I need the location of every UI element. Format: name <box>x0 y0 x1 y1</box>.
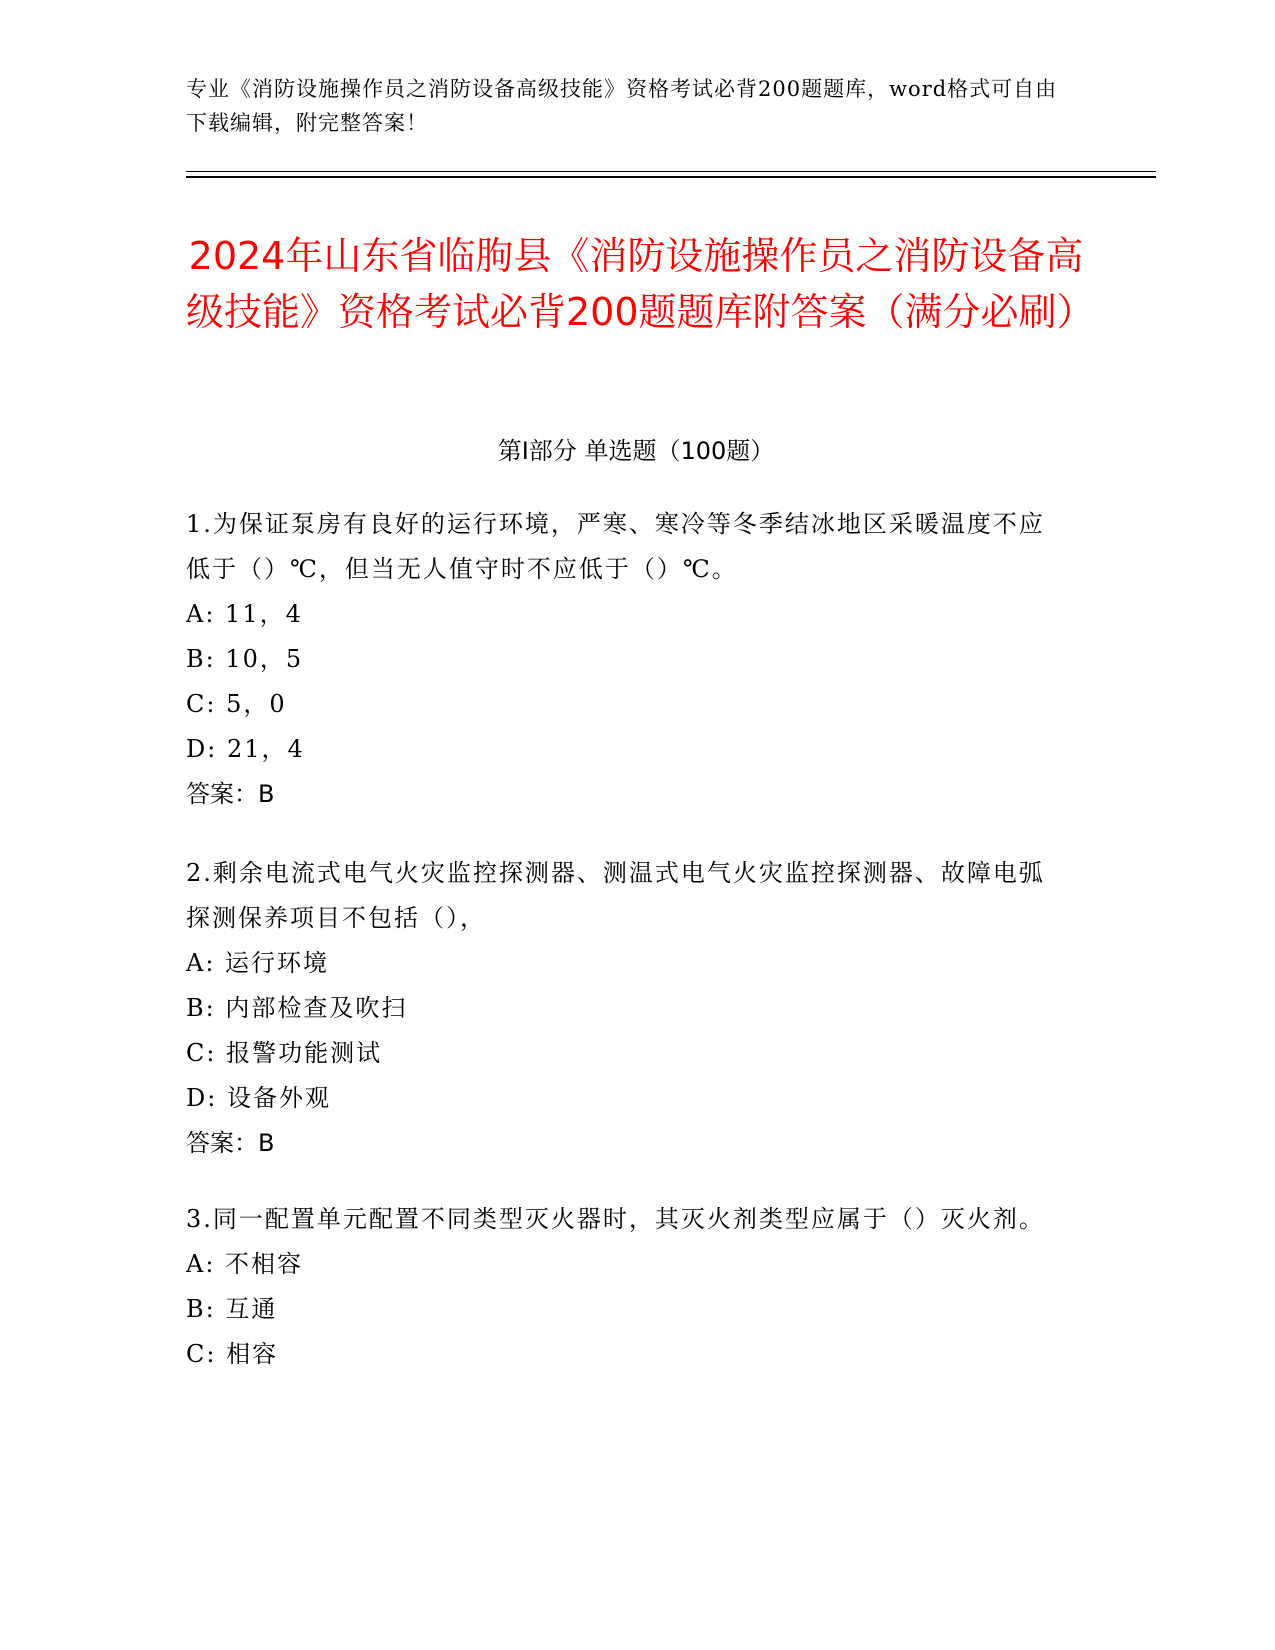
question-2 <box>186 851 1066 1166</box>
header-divider-thick <box>186 176 1156 178</box>
option-d: D: 设备外观 <box>186 1084 331 1112</box>
option-b: B: 10，5 <box>186 645 304 673</box>
question-stem: 2.剩余电流式电气火灾监控探测器、测温式电气火灾监控探测器、故障电弧探测保养项目不包括（）， <box>186 859 1045 932</box>
option-a: A: 不相容 <box>186 1250 304 1278</box>
document-title: 2024年山东省临朐县《消防设施操作员之消防设备高级技能》资格考试必背200题题库附答案（满分必刷） <box>186 234 1095 334</box>
header-divider-thin <box>186 171 1156 172</box>
question-1 <box>186 502 1066 817</box>
question-stem: 1.为保证泵房有良好的运行环境，严寒、寒冷等冬季结冰地区采暖温度不应低于（）℃，但当无人值守时不应低于（）℃。 <box>186 510 1045 583</box>
option-d: D: 21，4 <box>186 735 305 763</box>
option-b: B: 互通 <box>186 1295 278 1323</box>
option-a: A: 11，4 <box>186 600 303 628</box>
answer: 答案：B <box>186 780 275 808</box>
option-c: C: 相容 <box>186 1340 279 1368</box>
question-stem: 3.同一配置单元配置不同类型灭火器时，其灭火剂类型应属于（）灭火剂。 <box>186 1205 1045 1233</box>
option-c: C: 5，0 <box>186 690 287 718</box>
option-c: C: 报警功能测试 <box>186 1039 383 1067</box>
question-3 <box>186 1197 1066 1377</box>
option-a: A: 运行环境 <box>186 949 330 977</box>
option-b: B: 内部检查及吹扫 <box>186 994 408 1022</box>
answer: 答案：B <box>186 1129 275 1157</box>
section-heading: 第I部分 单选题（100题） <box>497 437 775 465</box>
header-note: 专业《消防设施操作员之消防设备高级技能》资格考试必背200题题库，word格式可自由下载编辑，附完整答案！ <box>186 77 1058 135</box>
